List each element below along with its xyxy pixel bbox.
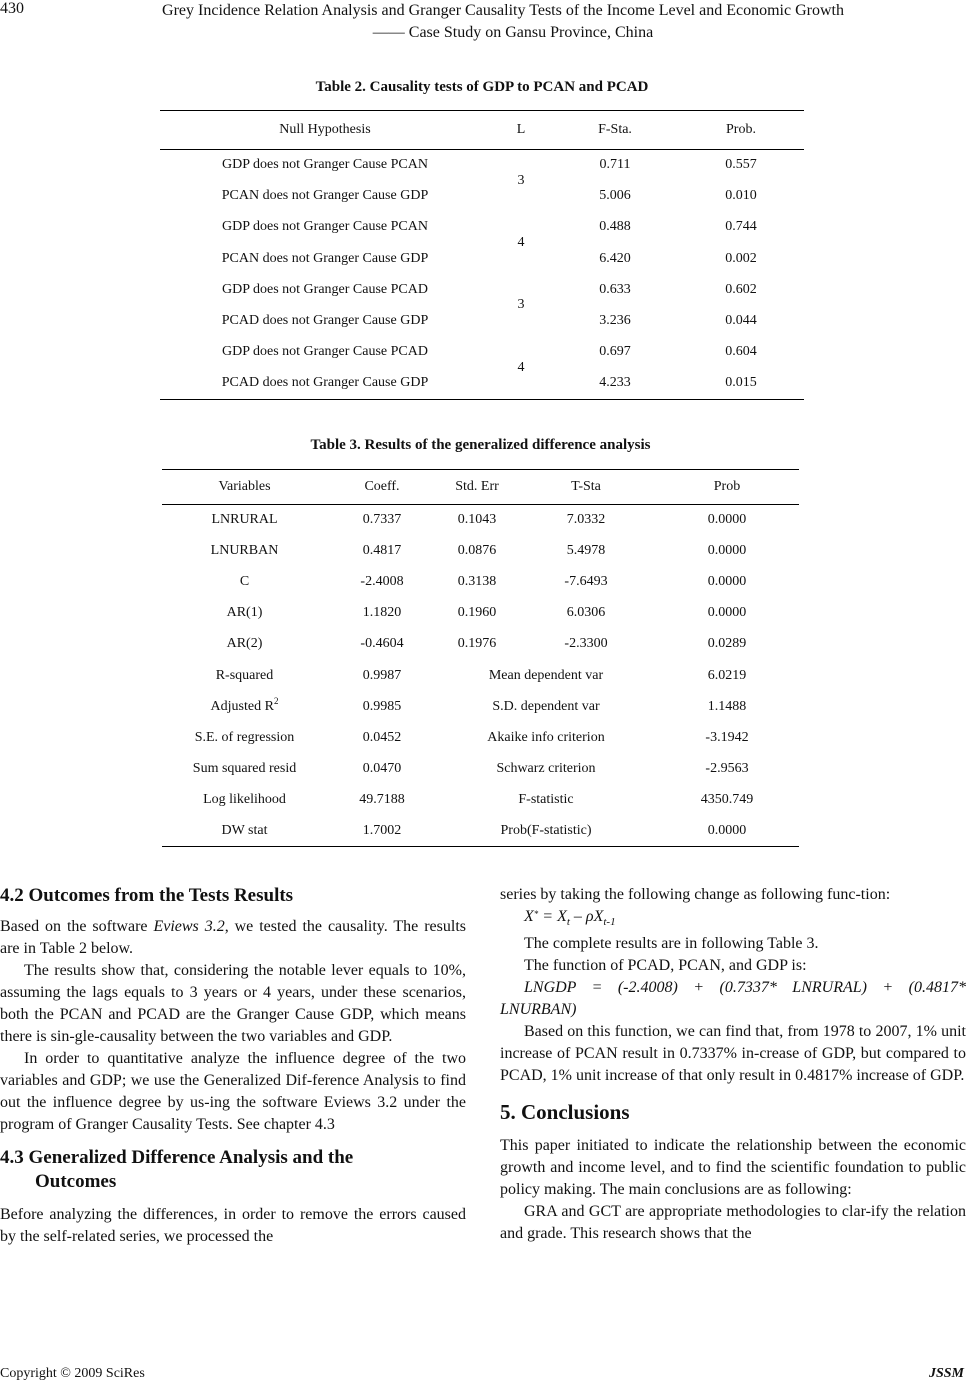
heading-line2: Outcomes [35, 1171, 117, 1192]
prob-cell: 0.002 [725, 250, 757, 266]
paragraph: The results show that, considering the notable lever equals to 10%, assuming the lags equals to 3 years or 4 years, under these scenarios, both the PCAN and PCAD are the Granger Cause GDP, which means there is sin-gle-causality between the two variables and GDP. [0, 962, 466, 1045]
stat-label: DW stat [162, 815, 327, 846]
tsta-cell: 5.4978 [566, 543, 606, 559]
fsta-cell: 0.488 [599, 219, 631, 235]
stat-row [162, 753, 799, 784]
paragraph: The complete results are in following Table 3. [524, 935, 819, 953]
eq-sub: t [566, 916, 570, 929]
coeff-cell: 1.1820 [362, 605, 402, 621]
stderr-cell: 0.1976 [457, 636, 497, 652]
hypothesis-cell: GDP does not Granger Cause PCAN [222, 219, 428, 235]
stat-label: R-squared [215, 667, 274, 683]
stat-label: Log likelihood [203, 791, 286, 807]
heading-line1: 4.3 Generalized Difference Analysis and the [0, 1147, 354, 1168]
stat-value: 0.0452 [362, 729, 402, 745]
stat-row [162, 722, 799, 753]
fsta-cell: 3.236 [599, 313, 631, 329]
table2-header-null-hypothesis: Null Hypothesis [160, 111, 490, 150]
fsta-cell: 0.697 [599, 344, 631, 360]
paragraph: This paper initiated to indicate the relationship between the economic growth and income level, and to find the scientific foundation to public policy making. The main conclusions are as following: [500, 1137, 966, 1199]
running-title-line2: —— Case Study on Gansu Province, China [372, 24, 654, 41]
prob-cell: 0.0000 [707, 574, 747, 590]
table2-header-fsta: F-Sta. [552, 111, 678, 150]
superscript-2: 2 [273, 695, 279, 706]
table-row [160, 150, 804, 181]
hypothesis-cell: PCAD does not Granger Cause GDP [221, 313, 429, 329]
table-row [160, 243, 804, 274]
table3-header-stderr: Std. Err [437, 470, 517, 505]
coeff-cell: 0.7337 [362, 512, 402, 528]
tsta-cell: 7.0332 [566, 512, 606, 528]
table-row [162, 598, 799, 629]
running-title-line1: Grey Incidence Relation Analysis and Granger Causality Tests of the Income Level and Economic Growth [162, 2, 844, 19]
paragraph: Based on this function, we can find that, from 1978 to 2007, 1% unit increase of PCAN result in 0.7337% in-crease of GDP, but compared to PCAD, 1% unit increase of that only result in 0.4817% increase of GDP. [500, 1023, 966, 1085]
hypothesis-cell: GDP does not Granger Cause PCAD [222, 281, 428, 297]
variable-cell: LNURBAN [210, 543, 279, 559]
stat-label: Mean dependent var [488, 667, 604, 683]
coeff-cell: -0.4604 [360, 636, 404, 652]
page-number: 430 [0, 0, 24, 17]
eq-sup: * [533, 909, 539, 919]
table-row [160, 181, 804, 212]
stat-label: S.D. dependent var [492, 698, 600, 714]
table-row [160, 337, 804, 368]
stderr-cell: 0.1043 [457, 512, 497, 528]
stat-value: 1.1488 [707, 698, 747, 714]
section-heading-4-2: 4.2 Outcomes from the Tests Results [0, 885, 294, 906]
table-row [162, 567, 799, 598]
hypothesis-cell: PCAN does not Granger Cause GDP [221, 188, 429, 204]
variable-cell: LNRURAL [211, 512, 278, 528]
tsta-cell: 6.0306 [566, 605, 606, 621]
table3-header-variables: Variables [162, 470, 327, 505]
paragraph: series by taking the following change as following func-tion: [500, 886, 891, 903]
prob-cell: 0.602 [725, 281, 757, 297]
stat-value: 0.0470 [362, 760, 402, 776]
stderr-cell: 0.0876 [457, 543, 497, 559]
prob-cell: 0.010 [725, 188, 757, 204]
paragraph: In order to quantitative analyze the influence degree of the two variables and GDP; we use the Generalized Dif-ference Analysis to find out the influence degree by us-ing the software Eviews 3.2 under the program of Granger Causality Tests. See chapter 4.3 [0, 1050, 466, 1133]
hypothesis-cell: PCAN does not Granger Cause GDP [221, 250, 429, 266]
table-row [160, 274, 804, 305]
prob-cell: 0.0000 [707, 605, 747, 621]
table2 [160, 110, 804, 400]
stat-label: F-statistic [518, 791, 574, 807]
table-row [162, 505, 799, 536]
stat-row [162, 691, 799, 722]
stderr-cell: 0.3138 [457, 574, 497, 590]
fsta-cell: 0.633 [599, 281, 631, 297]
stderr-cell: 0.1960 [457, 605, 497, 621]
stat-value: 0.9987 [362, 667, 402, 683]
prob-cell: 0.0289 [707, 636, 747, 652]
stat-label: Sum squared resid [192, 760, 297, 776]
text: , we tested the causality. The results are in Table 2 below. [0, 918, 466, 957]
stat-value: 1.7002 [327, 815, 437, 846]
fsta-cell: 4.233 [552, 368, 678, 399]
stat-label: Schwarz criterion [496, 760, 596, 776]
lag-cell: 3 [517, 172, 525, 188]
tsta-cell: -2.3300 [564, 636, 608, 652]
table2-caption: Table 2. Causality tests of GDP to PCAN and PCAD [315, 79, 649, 95]
prob-cell: 0.015 [678, 368, 804, 399]
stat-value: -3.1942 [705, 729, 749, 745]
stat-row [162, 815, 799, 846]
fsta-cell: 0.711 [599, 157, 631, 173]
text: Based on the software [0, 918, 154, 935]
table3-header-coeff: Coeff. [327, 470, 437, 505]
coeff-cell: 0.4817 [362, 543, 402, 559]
stat-row [162, 784, 799, 815]
journal-name: JSSM [928, 1366, 964, 1381]
copyright: Copyright © 2009 SciRes [0, 1366, 145, 1381]
table-row [160, 212, 804, 243]
stat-row [162, 660, 799, 691]
running-title [0, 0, 966, 44]
paragraph: GRA and GCT are appropriate methodologies to clar-ify the relation and grade. This research shows that the [500, 1203, 966, 1243]
prob-cell: 0.0000 [707, 543, 747, 559]
fsta-cell: 6.420 [599, 250, 631, 266]
stat-value: 0.0000 [655, 815, 799, 846]
table2-header-l: L [490, 111, 552, 150]
hypothesis-cell: GDP does not Granger Cause PCAD [222, 344, 428, 360]
stat-value: -2.9563 [705, 760, 749, 776]
table-row [162, 629, 799, 660]
regression-formula: LNGDP = (-2.4008) + (0.7337* LNRURAL) + (0.4817* LNURBAN) [500, 979, 966, 1019]
paragraph [0, 916, 466, 960]
table3-header-tsta: T-Sta [517, 470, 655, 505]
section-heading-5: 5. Conclusions [500, 1100, 630, 1125]
stat-value: 6.0219 [707, 667, 747, 683]
stat-value: 49.7188 [359, 791, 405, 807]
eq-text: – ρX [569, 908, 604, 925]
table3-header-row [162, 470, 799, 505]
variable-cell: AR(1) [226, 605, 263, 621]
table3-caption: Table 3. Results of the generalized difference analysis [310, 437, 651, 453]
lag-cell: 3 [517, 297, 525, 313]
prob-cell: 0.744 [725, 219, 757, 235]
hypothesis-cell: PCAD does not Granger Cause GDP [160, 368, 490, 399]
prob-cell: 0.604 [725, 344, 757, 360]
prob-cell: 0.044 [725, 313, 757, 329]
table-row [160, 368, 804, 399]
stat-label: Prob(F-statistic) [437, 815, 655, 846]
lag-cell: 4 [490, 337, 552, 399]
variable-cell: AR(2) [226, 636, 263, 652]
table3-header-prob: Prob [655, 470, 799, 505]
prob-cell: 0.0000 [707, 512, 747, 528]
table2-header-prob: Prob. [678, 111, 804, 150]
equation [500, 906, 966, 933]
eq-text: = X [538, 908, 567, 925]
left-column [0, 884, 466, 1248]
eq-sub: t-1 [603, 916, 616, 929]
paragraph: Before analyzing the differences, in order to remove the errors caused by the self-related series, we processed the [0, 1206, 466, 1245]
lag-cell: 4 [517, 235, 525, 251]
fsta-cell: 5.006 [599, 188, 631, 204]
variable-cell: C [239, 574, 250, 590]
paragraph: The function of PCAD, PCAN, and GDP is: [524, 957, 807, 975]
stat-value: 4350.749 [700, 791, 754, 807]
software-name: Eviews 3.2 [153, 918, 225, 935]
table-row [162, 536, 799, 567]
prob-cell: 0.557 [725, 157, 757, 173]
hypothesis-cell: GDP does not Granger Cause PCAN [222, 157, 428, 173]
stat-label [162, 691, 327, 722]
stat-value: 0.9985 [362, 698, 402, 714]
section-heading-4-3 [0, 1146, 466, 1194]
tsta-cell: -7.6493 [564, 574, 608, 590]
table-row [160, 305, 804, 336]
adjusted-r-label: Adjusted R [210, 698, 274, 714]
table2-header-row [160, 111, 804, 150]
coeff-cell: -2.4008 [360, 574, 404, 590]
stat-label: Akaike info criterion [487, 729, 605, 745]
stat-label: S.E. of regression [194, 729, 295, 745]
right-column [500, 884, 966, 1245]
table3 [162, 469, 799, 847]
eq-text: X [524, 908, 534, 925]
